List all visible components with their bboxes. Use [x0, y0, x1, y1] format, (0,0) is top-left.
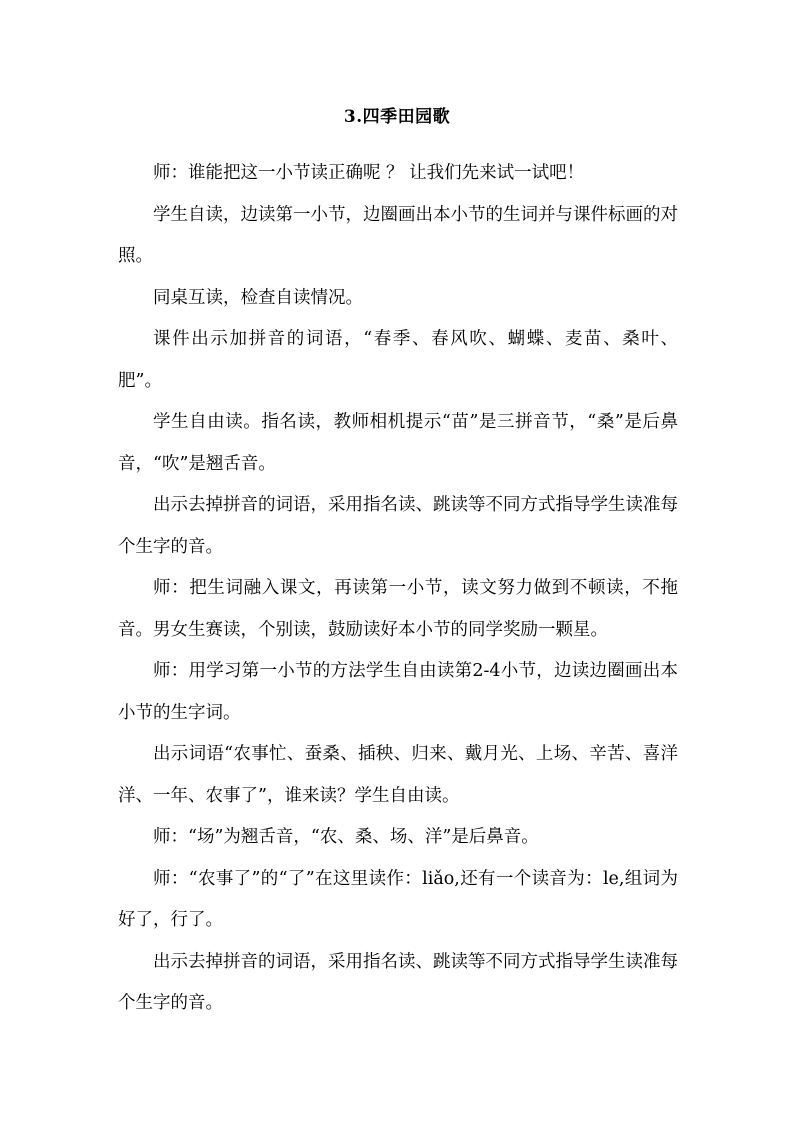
paragraph-9: 出示词语“农事忙、蚕桑、插秧、归来、戴月光、上场、辛苦、喜洋洋、一年、农事了”，谁来读？学生自由读。: [118, 744, 678, 806]
paragraph-6: 出示去掉拼音的词语，采用指名读、跳读等不同方式指导学生读准每个生字的音。: [118, 495, 678, 557]
paragraph-7: 师：把生词融入课文，再读第一小节，读文努力做到不顿读，不拖音。男女生赛读，个别读，鼓励读好本小节的同学奖励一颗星。: [118, 578, 678, 640]
paragraph-11: 师：“农事了”的“了”在这里读作：liǎo,还有一个读音为：le,组词为好了，行了。: [118, 868, 678, 930]
paragraph-4: 课件出示加拼音的词语，“春季、春风吹、蝴蝶、麦苗、桑叶、肥”。: [118, 329, 678, 391]
paragraph-1: 师：谁能把这一小节读正确呢 ？ 让我们先来试一试吧！: [153, 163, 585, 183]
paragraph-3: 同桌互读，检查自读情况。: [153, 287, 363, 308]
paragraph-10: 师：“场”为翘舌音，“农、桑、场、洋”是后鼻音。: [153, 827, 539, 847]
paragraph-12: 出示去掉拼音的词语，采用指名读、跳读等不同方式指导学生读准每个生字的音。: [118, 951, 678, 1013]
document-body: [118, 153, 678, 1025]
paragraph-8: 师：用学习第一小节的方法学生自由读第2-4小节，边读边圈画出本小节的生字词。: [118, 661, 678, 723]
paragraph-2: 学生自读，边读第一小节，边圈画出本小节的生词并与课件标画的对照。: [118, 204, 678, 266]
document-title: 3.四季田园歌: [343, 107, 451, 127]
paragraph-5: 学生自由读。指名读，教师相机提示“苗”是三拼音节，“桑”是后鼻音，“吹”是翘舌音。: [118, 412, 678, 474]
